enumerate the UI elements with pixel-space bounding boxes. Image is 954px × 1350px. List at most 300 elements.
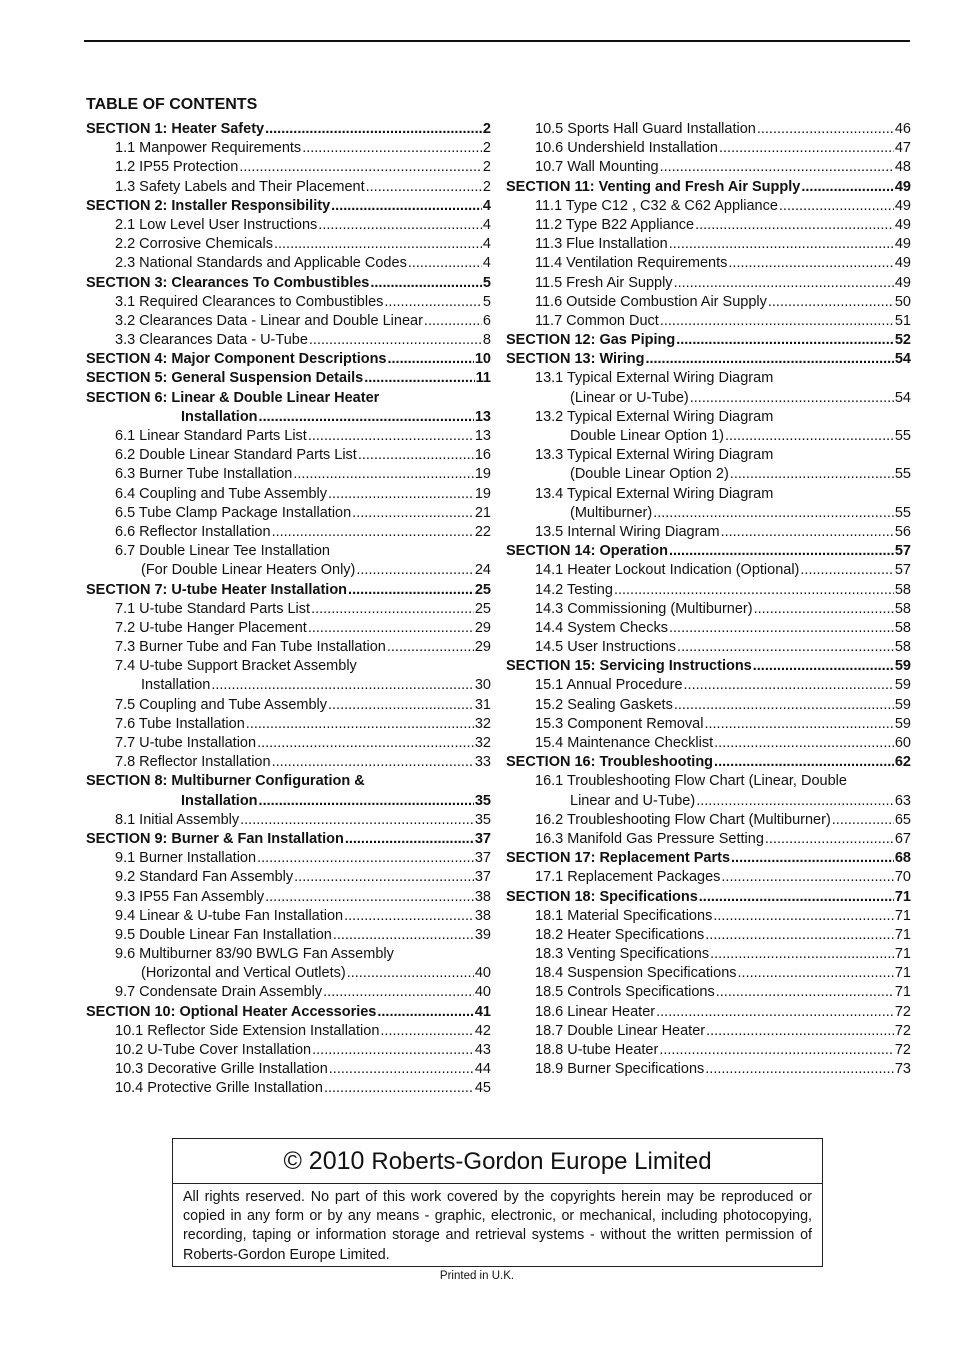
toc-dot-leader: [684, 676, 894, 695]
toc-dot-leader: [302, 139, 482, 158]
toc-entry[interactable]: [506, 408, 911, 427]
toc-entry[interactable]: [86, 561, 491, 580]
toc-entry[interactable]: [506, 888, 911, 907]
toc-entry[interactable]: [506, 830, 911, 849]
toc-entry-title: 18.5 Controls Specifications: [535, 984, 715, 1001]
toc-entry[interactable]: [86, 350, 491, 369]
toc-entry[interactable]: [506, 120, 911, 139]
toc-entry[interactable]: [86, 600, 491, 619]
toc-entry-title: 10.5 Sports Hall Guard Installation: [535, 121, 756, 137]
toc-entry[interactable]: [86, 868, 491, 887]
toc-page-number: 45: [474, 1080, 491, 1097]
toc-entry[interactable]: [86, 139, 491, 158]
toc-page-number: 22: [474, 523, 491, 540]
toc-entry[interactable]: [506, 792, 911, 811]
toc-entry[interactable]: [506, 926, 911, 945]
toc-page-number: 29: [474, 639, 491, 656]
toc-dot-leader: [328, 696, 474, 715]
toc-dot-leader: [308, 619, 474, 638]
toc-page-number: 56: [894, 523, 911, 540]
toc-page-number: 2: [482, 121, 491, 137]
toc-entry[interactable]: [86, 945, 491, 964]
toc-page-number: 58: [894, 600, 911, 617]
toc-page-number: 50: [894, 293, 911, 310]
toc-dot-leader: [308, 427, 474, 446]
toc-entry[interactable]: [506, 811, 911, 830]
toc-dot-leader: [424, 312, 482, 331]
toc-page-number: 32: [474, 715, 491, 732]
toc-entry-title: 10.1 Reflector Side Extension Installation: [115, 1022, 380, 1039]
toc-entry[interactable]: [86, 369, 491, 388]
toc-entry-title: SECTION 10: Optional Heater Accessories: [86, 1003, 377, 1020]
toc-page-number: 25: [474, 600, 491, 617]
toc-dot-leader: [669, 619, 894, 638]
toc-page-number: 10: [474, 351, 491, 368]
toc-page-number: 52: [894, 332, 911, 349]
toc-entry[interactable]: [506, 446, 911, 465]
toc-dot-leader: [364, 369, 474, 388]
toc-entry[interactable]: [86, 888, 491, 907]
toc-entry[interactable]: [86, 254, 491, 273]
toc-entry[interactable]: [506, 1003, 911, 1022]
toc-dot-leader: [757, 120, 894, 139]
toc-dot-leader: [259, 792, 474, 811]
toc-entry-title: SECTION 9: Burner & Fan Installation: [86, 830, 344, 847]
toc-entry-title: 15.4 Maintenance Checklist: [535, 735, 714, 751]
toc-dot-leader: [347, 964, 474, 983]
toc-page-number: 48: [894, 159, 911, 176]
toc-dot-leader: [312, 1041, 474, 1060]
toc-entry[interactable]: [86, 485, 491, 504]
toc-page-number: 55: [894, 504, 911, 521]
toc-entry[interactable]: [506, 715, 911, 734]
toc-page-number: 57: [894, 543, 911, 560]
toc-entry[interactable]: [506, 638, 911, 657]
toc-entry-title: 13.5 Internal Wiring Diagram: [535, 523, 720, 540]
toc-entry[interactable]: [506, 1041, 911, 1060]
toc-dot-leader: [696, 792, 894, 811]
toc-entry[interactable]: [86, 734, 491, 753]
toc-dot-leader: [713, 907, 894, 926]
toc-page-number: 58: [894, 619, 911, 636]
toc-page-number: 38: [474, 888, 491, 905]
toc-dot-leader: [324, 1079, 474, 1098]
toc-page-number: 68: [894, 850, 911, 867]
toc-dot-leader: [721, 868, 893, 887]
toc-entry[interactable]: [506, 676, 911, 695]
toc-dot-leader: [669, 542, 894, 561]
toc-entry-title: 11.7 Common Duct: [535, 312, 659, 329]
toc-dot-leader: [259, 408, 474, 427]
toc-page-number: 57: [894, 562, 911, 579]
toc-entry-title: SECTION 7: U-tube Heater Installation: [86, 581, 348, 598]
toc-entry[interactable]: [86, 983, 491, 1002]
toc-dot-leader: [274, 235, 482, 254]
toc-dot-leader: [240, 811, 474, 830]
toc-dot-leader: [832, 811, 894, 830]
toc-dot-leader: [323, 983, 474, 1002]
toc-entry-title: 15.2 Sealing Gaskets: [535, 696, 673, 713]
toc-entry[interactable]: [86, 830, 491, 849]
toc-entry[interactable]: [86, 657, 491, 676]
toc-entry[interactable]: [506, 964, 911, 983]
toc-dot-leader: [331, 197, 482, 216]
toc-entry-title: 13.1 Typical External Wiring Diagram: [535, 370, 774, 387]
toc-entry[interactable]: [506, 293, 911, 312]
toc-entry-title: 7.7 U-tube Installation: [115, 735, 257, 751]
toc-entry[interactable]: [506, 772, 911, 791]
toc-page-number: 59: [894, 696, 911, 713]
toc-entry-title: 6.3 Burner Tube Installation: [115, 466, 293, 483]
toc-entry[interactable]: [506, 1022, 911, 1041]
toc-entry-title: SECTION 5: General Suspension Details: [86, 370, 364, 387]
toc-entry-title: 17.1 Replacement Packages: [535, 869, 721, 886]
toc-entry-title: 18.2 Heater Specifications: [535, 926, 705, 943]
top-rule: [84, 40, 910, 42]
toc-entry-title: 7.5 Coupling and Tube Assembly: [115, 696, 327, 713]
toc-entry[interactable]: [86, 197, 491, 216]
toc-dot-leader: [345, 830, 474, 849]
toc-entry[interactable]: [506, 235, 911, 254]
toc-entry[interactable]: [506, 216, 911, 235]
toc-title: TABLE OF CONTENTS: [86, 96, 258, 113]
toc-entry[interactable]: [506, 619, 911, 638]
toc-entry-title: SECTION 8: Multiburner Configuration &: [86, 773, 365, 790]
toc-dot-leader: [257, 849, 474, 868]
toc-entry-title: 9.4 Linear & U-tube Fan Installation: [115, 907, 344, 924]
toc-dot-leader: [676, 331, 894, 350]
toc-dot-leader: [272, 753, 474, 772]
toc-dot-leader: [370, 274, 482, 293]
toc-entry-title: 2.2 Corrosive Chemicals: [115, 236, 273, 253]
toc-entry-title: 9.5 Double Linear Fan Installation: [115, 926, 332, 943]
toc-dot-leader: [257, 734, 474, 753]
toc-dot-leader: [328, 485, 474, 504]
toc-entry-title: 18.4 Suspension Specifications: [535, 965, 737, 982]
toc-dot-leader: [311, 600, 474, 619]
toc-entry[interactable]: [86, 274, 491, 293]
toc-entry-title: 6.7 Double Linear Tee Installation: [115, 543, 330, 560]
toc-dot-leader: [408, 254, 482, 273]
toc-entry-title: 7.1 U-tube Standard Parts List: [115, 600, 311, 617]
toc-entry[interactable]: [86, 1079, 491, 1098]
toc-dot-leader: [318, 216, 482, 235]
printed-in-note: Printed in U.K.: [439, 1270, 515, 1282]
toc-entry[interactable]: [506, 485, 911, 504]
toc-page-number: 37: [474, 850, 491, 867]
toc-entry[interactable]: [86, 158, 491, 177]
toc-entry[interactable]: [506, 561, 911, 580]
toc-page-number: 44: [474, 1061, 491, 1078]
toc-dot-leader: [358, 446, 474, 465]
toc-entry[interactable]: [86, 331, 491, 350]
toc-entry-title: 2.3 National Standards and Applicable Codes: [115, 255, 407, 272]
toc-entry[interactable]: [506, 983, 911, 1002]
toc-page-number: 63: [894, 792, 911, 809]
toc-entry-title: Installation: [141, 677, 211, 694]
toc-entry[interactable]: [506, 600, 911, 619]
toc-page-number: 42: [474, 1022, 491, 1039]
toc-dot-leader: [329, 1060, 474, 1079]
toc-entry[interactable]: [506, 504, 911, 523]
toc-entry[interactable]: [86, 389, 491, 408]
toc-dot-leader: [660, 312, 894, 331]
toc-entry-title: 6.4 Coupling and Tube Assembly: [115, 485, 327, 502]
toc-entry-title: 14.1 Heater Lockout Indication (Optional): [535, 562, 800, 579]
toc-entry-title: 9.6 Multiburner 83/90 BWLG Fan Assembly: [115, 946, 394, 963]
toc-page-number: 4: [482, 216, 491, 233]
toc-entry-title: (Horizontal and Vertical Outlets): [141, 965, 346, 982]
toc-page-number: 71: [894, 888, 911, 905]
toc-entry-title: 7.2 U-tube Hanger Placement: [115, 619, 307, 636]
toc-entry[interactable]: [506, 427, 911, 446]
toc-entry[interactable]: [86, 696, 491, 715]
toc-dot-leader: [344, 907, 474, 926]
toc-page-number: 49: [894, 236, 911, 253]
toc-dot-leader: [293, 465, 474, 484]
copyright-text: All rights reserved. No part of this work covered by the copyrights herein may be reproduced or copied in any form or by any means - graphic, electronic, or mechanical, including photocopying, recording, taping or information storage and retrieval systems - without the written permission of Roberts-Gordon Europe Limited.: [183, 1189, 812, 1263]
toc-entry-title: 7.8 Reflector Installation: [115, 754, 271, 771]
toc-entry-title: 3.2 Clearances Data - Linear and Double Linear: [115, 312, 423, 329]
toc-dot-leader: [705, 926, 894, 945]
toc-entry-title: 11.1 Type C12 , C32 & C62 Appliance: [535, 197, 778, 214]
toc-entry-title: 8.1 Initial Assembly: [115, 811, 240, 828]
copyright-heading: [173, 1139, 822, 1184]
toc-entry[interactable]: [86, 811, 491, 830]
toc-dot-leader: [710, 945, 894, 964]
toc-entry-title: 10.2 U-Tube Cover Installation: [115, 1042, 312, 1058]
toc-page-number: 39: [474, 926, 491, 943]
toc-page-number: 4: [482, 255, 491, 272]
toc-entry-title: Installation: [181, 408, 258, 425]
toc-entry[interactable]: [506, 523, 911, 542]
toc-entry[interactable]: [506, 581, 911, 600]
toc-dot-leader: [309, 331, 482, 350]
toc-dot-leader: [352, 504, 474, 523]
toc-entry[interactable]: [86, 1003, 491, 1022]
toc-entry-title: 10.3 Decorative Grille Installation: [115, 1061, 328, 1078]
toc-entry[interactable]: [506, 331, 911, 350]
toc-page-number: 38: [474, 907, 491, 924]
toc-page-number: 4: [482, 197, 491, 214]
toc-entry-title: (Double Linear Option 2): [570, 466, 729, 483]
toc-dot-leader: [211, 676, 474, 695]
toc-entry[interactable]: [506, 542, 911, 561]
toc-dot-leader: [380, 1022, 473, 1041]
toc-page-number: 2: [482, 140, 491, 157]
toc-entry-title: 18.7 Double Linear Heater: [535, 1022, 706, 1039]
toc-entry-title: 7.4 U-tube Support Bracket Assembly: [115, 658, 357, 675]
toc-entry[interactable]: [506, 1060, 911, 1079]
toc-dot-leader: [699, 888, 894, 907]
toc-entry[interactable]: [506, 369, 911, 388]
toc-page-number: 71: [894, 965, 911, 982]
toc-page-number: 65: [894, 811, 911, 828]
toc-dot-leader: [753, 657, 894, 676]
toc-dot-leader: [294, 868, 474, 887]
toc-page-number: 49: [894, 197, 911, 214]
toc-entry[interactable]: [506, 657, 911, 676]
toc-entry-title: (For Double Linear Heaters Only): [141, 562, 356, 579]
toc-entry-title: 11.6 Outside Combustion Air Supply: [535, 293, 767, 310]
toc-page-number: 40: [474, 965, 491, 982]
toc-entry[interactable]: [86, 772, 491, 791]
toc-entry-title: 18.6 Linear Heater: [535, 1003, 656, 1020]
toc-entry-title: 6.2 Double Linear Standard Parts List: [115, 447, 357, 464]
toc-dot-leader: [738, 964, 894, 983]
toc-entry[interactable]: [86, 676, 491, 695]
toc-entry-title: Double Linear Option 1): [570, 428, 724, 444]
toc-entry[interactable]: [86, 849, 491, 868]
toc-entry[interactable]: [86, 964, 491, 983]
toc-entry[interactable]: [86, 504, 491, 523]
toc-entry[interactable]: [86, 523, 491, 542]
toc-entry-title: 9.1 Burner Installation: [115, 850, 257, 867]
toc-page-number: 71: [894, 926, 911, 943]
toc-page-number: 35: [474, 792, 491, 809]
toc-page-number: 13: [474, 408, 491, 425]
toc-dot-leader: [387, 638, 474, 657]
toc-page-number: 59: [894, 715, 911, 732]
toc-dot-leader: [384, 293, 482, 312]
toc-entry[interactable]: [506, 254, 911, 273]
toc-page-number: 46: [894, 121, 911, 137]
toc-entry[interactable]: [86, 216, 491, 235]
toc-entry[interactable]: [86, 907, 491, 926]
toc-entry-title: 18.9 Burner Specifications: [535, 1061, 705, 1078]
toc-entry[interactable]: [86, 446, 491, 465]
toc-entry[interactable]: [86, 120, 491, 139]
toc-entry-title: SECTION 14: Operation: [506, 543, 668, 560]
toc-entry[interactable]: [86, 715, 491, 734]
toc-page-number: 55: [894, 466, 911, 483]
toc-dot-leader: [660, 158, 894, 177]
toc-page-number: 71: [894, 946, 911, 963]
toc-dot-leader: [333, 926, 474, 945]
toc-entry-title: 2.1 Low Level User Instructions: [115, 216, 318, 233]
toc-entry[interactable]: [506, 178, 911, 197]
toc-page-number: 67: [894, 830, 911, 847]
toc-entry[interactable]: [506, 139, 911, 158]
toc-entry-title: SECTION 17: Replacement Parts: [506, 850, 731, 867]
toc-dot-leader: [690, 389, 894, 408]
toc-entry[interactable]: [86, 178, 491, 197]
toc-column-right: [506, 120, 911, 1079]
toc-entry[interactable]: [506, 734, 911, 753]
toc-entry[interactable]: [86, 926, 491, 945]
toc-dot-leader: [348, 581, 474, 600]
toc-page-number: 5: [482, 274, 491, 291]
toc-page-number: 37: [474, 830, 491, 847]
toc-dot-leader: [674, 274, 894, 293]
toc-entry[interactable]: [506, 753, 911, 772]
toc-page-number: 43: [474, 1042, 491, 1058]
toc-entry[interactable]: [86, 293, 491, 312]
toc-entry-title: SECTION 18: Specifications: [506, 888, 698, 905]
toc-page-number: 13: [474, 428, 491, 444]
toc-entry[interactable]: [506, 849, 911, 868]
toc-page-number: 59: [894, 677, 911, 694]
toc-entry[interactable]: [86, 792, 491, 811]
toc-dot-leader: [265, 120, 482, 139]
toc-page-number: 41: [474, 1003, 491, 1020]
toc-dot-leader: [246, 715, 474, 734]
toc-dot-leader: [356, 561, 473, 580]
toc-entry[interactable]: [86, 1060, 491, 1079]
toc-entry[interactable]: [86, 542, 491, 561]
toc-entry[interactable]: [86, 1022, 491, 1041]
toc-entry[interactable]: [86, 619, 491, 638]
toc-page-number: 21: [474, 504, 491, 521]
toc-entry-title: 18.8 U-tube Heater: [535, 1042, 659, 1058]
toc-entry[interactable]: [506, 696, 911, 715]
toc-entry[interactable]: [86, 753, 491, 772]
toc-entry[interactable]: [86, 235, 491, 254]
toc-entry[interactable]: [506, 158, 911, 177]
toc-entry[interactable]: [506, 389, 911, 408]
toc-page-number: 59: [894, 658, 911, 675]
toc-entry[interactable]: [506, 197, 911, 216]
toc-entry-title: 1.2 IP55 Protection: [115, 159, 239, 176]
toc-entry-title: 10.4 Protective Grille Installation: [115, 1080, 323, 1097]
toc-entry-title: 14.5 User Instructions: [535, 639, 677, 656]
toc-entry[interactable]: [506, 274, 911, 293]
toc-entry[interactable]: [86, 312, 491, 331]
toc-entry-title: 11.3 Flue Installation: [535, 236, 668, 253]
toc-page-number: 19: [474, 485, 491, 502]
toc-page-number: 8: [482, 332, 491, 349]
toc-entry[interactable]: [86, 408, 491, 427]
toc-dot-leader: [765, 830, 894, 849]
toc-entry[interactable]: [506, 907, 911, 926]
toc-entry[interactable]: [506, 945, 911, 964]
toc-dot-leader: [265, 888, 474, 907]
toc-dot-leader: [768, 293, 894, 312]
toc-page-number: 2: [482, 178, 491, 195]
toc-page-number: 58: [894, 581, 911, 598]
toc-entry[interactable]: [86, 465, 491, 484]
toc-entry[interactable]: [86, 638, 491, 657]
toc-dot-leader: [754, 600, 894, 619]
toc-page-number: 24: [474, 562, 491, 579]
toc-entry[interactable]: [86, 427, 491, 446]
toc-entry-title: 6.5 Tube Clamp Package Installation: [115, 504, 352, 521]
toc-page-number: 33: [474, 754, 491, 771]
toc-dot-leader: [695, 216, 894, 235]
toc-page-number: 6: [482, 312, 491, 329]
toc-dot-leader: [714, 753, 894, 772]
toc-dot-leader: [721, 523, 894, 542]
toc-entry[interactable]: [506, 868, 911, 887]
toc-entry-title: 15.3 Component Removal: [535, 715, 704, 732]
toc-page-number: 19: [474, 466, 491, 483]
toc-entry-title: 13.2 Typical External Wiring Diagram: [535, 408, 774, 425]
toc-entry[interactable]: [506, 465, 911, 484]
toc-page-number: 35: [474, 811, 491, 828]
toc-dot-leader: [653, 504, 894, 523]
toc-entry-title: 14.3 Commissioning (Multiburner): [535, 600, 753, 617]
toc-entry[interactable]: [86, 1041, 491, 1060]
toc-entry[interactable]: [506, 350, 911, 369]
toc-entry-title: (Multiburner): [570, 504, 653, 521]
toc-entry[interactable]: [86, 581, 491, 600]
toc-dot-leader: [706, 1022, 894, 1041]
toc-dot-leader: [677, 638, 894, 657]
toc-entry-title: 7.3 Burner Tube and Fan Tube Installation: [115, 639, 386, 656]
toc-entry[interactable]: [506, 312, 911, 331]
toc-dot-leader: [719, 139, 894, 158]
toc-page-number: 30: [474, 677, 491, 694]
